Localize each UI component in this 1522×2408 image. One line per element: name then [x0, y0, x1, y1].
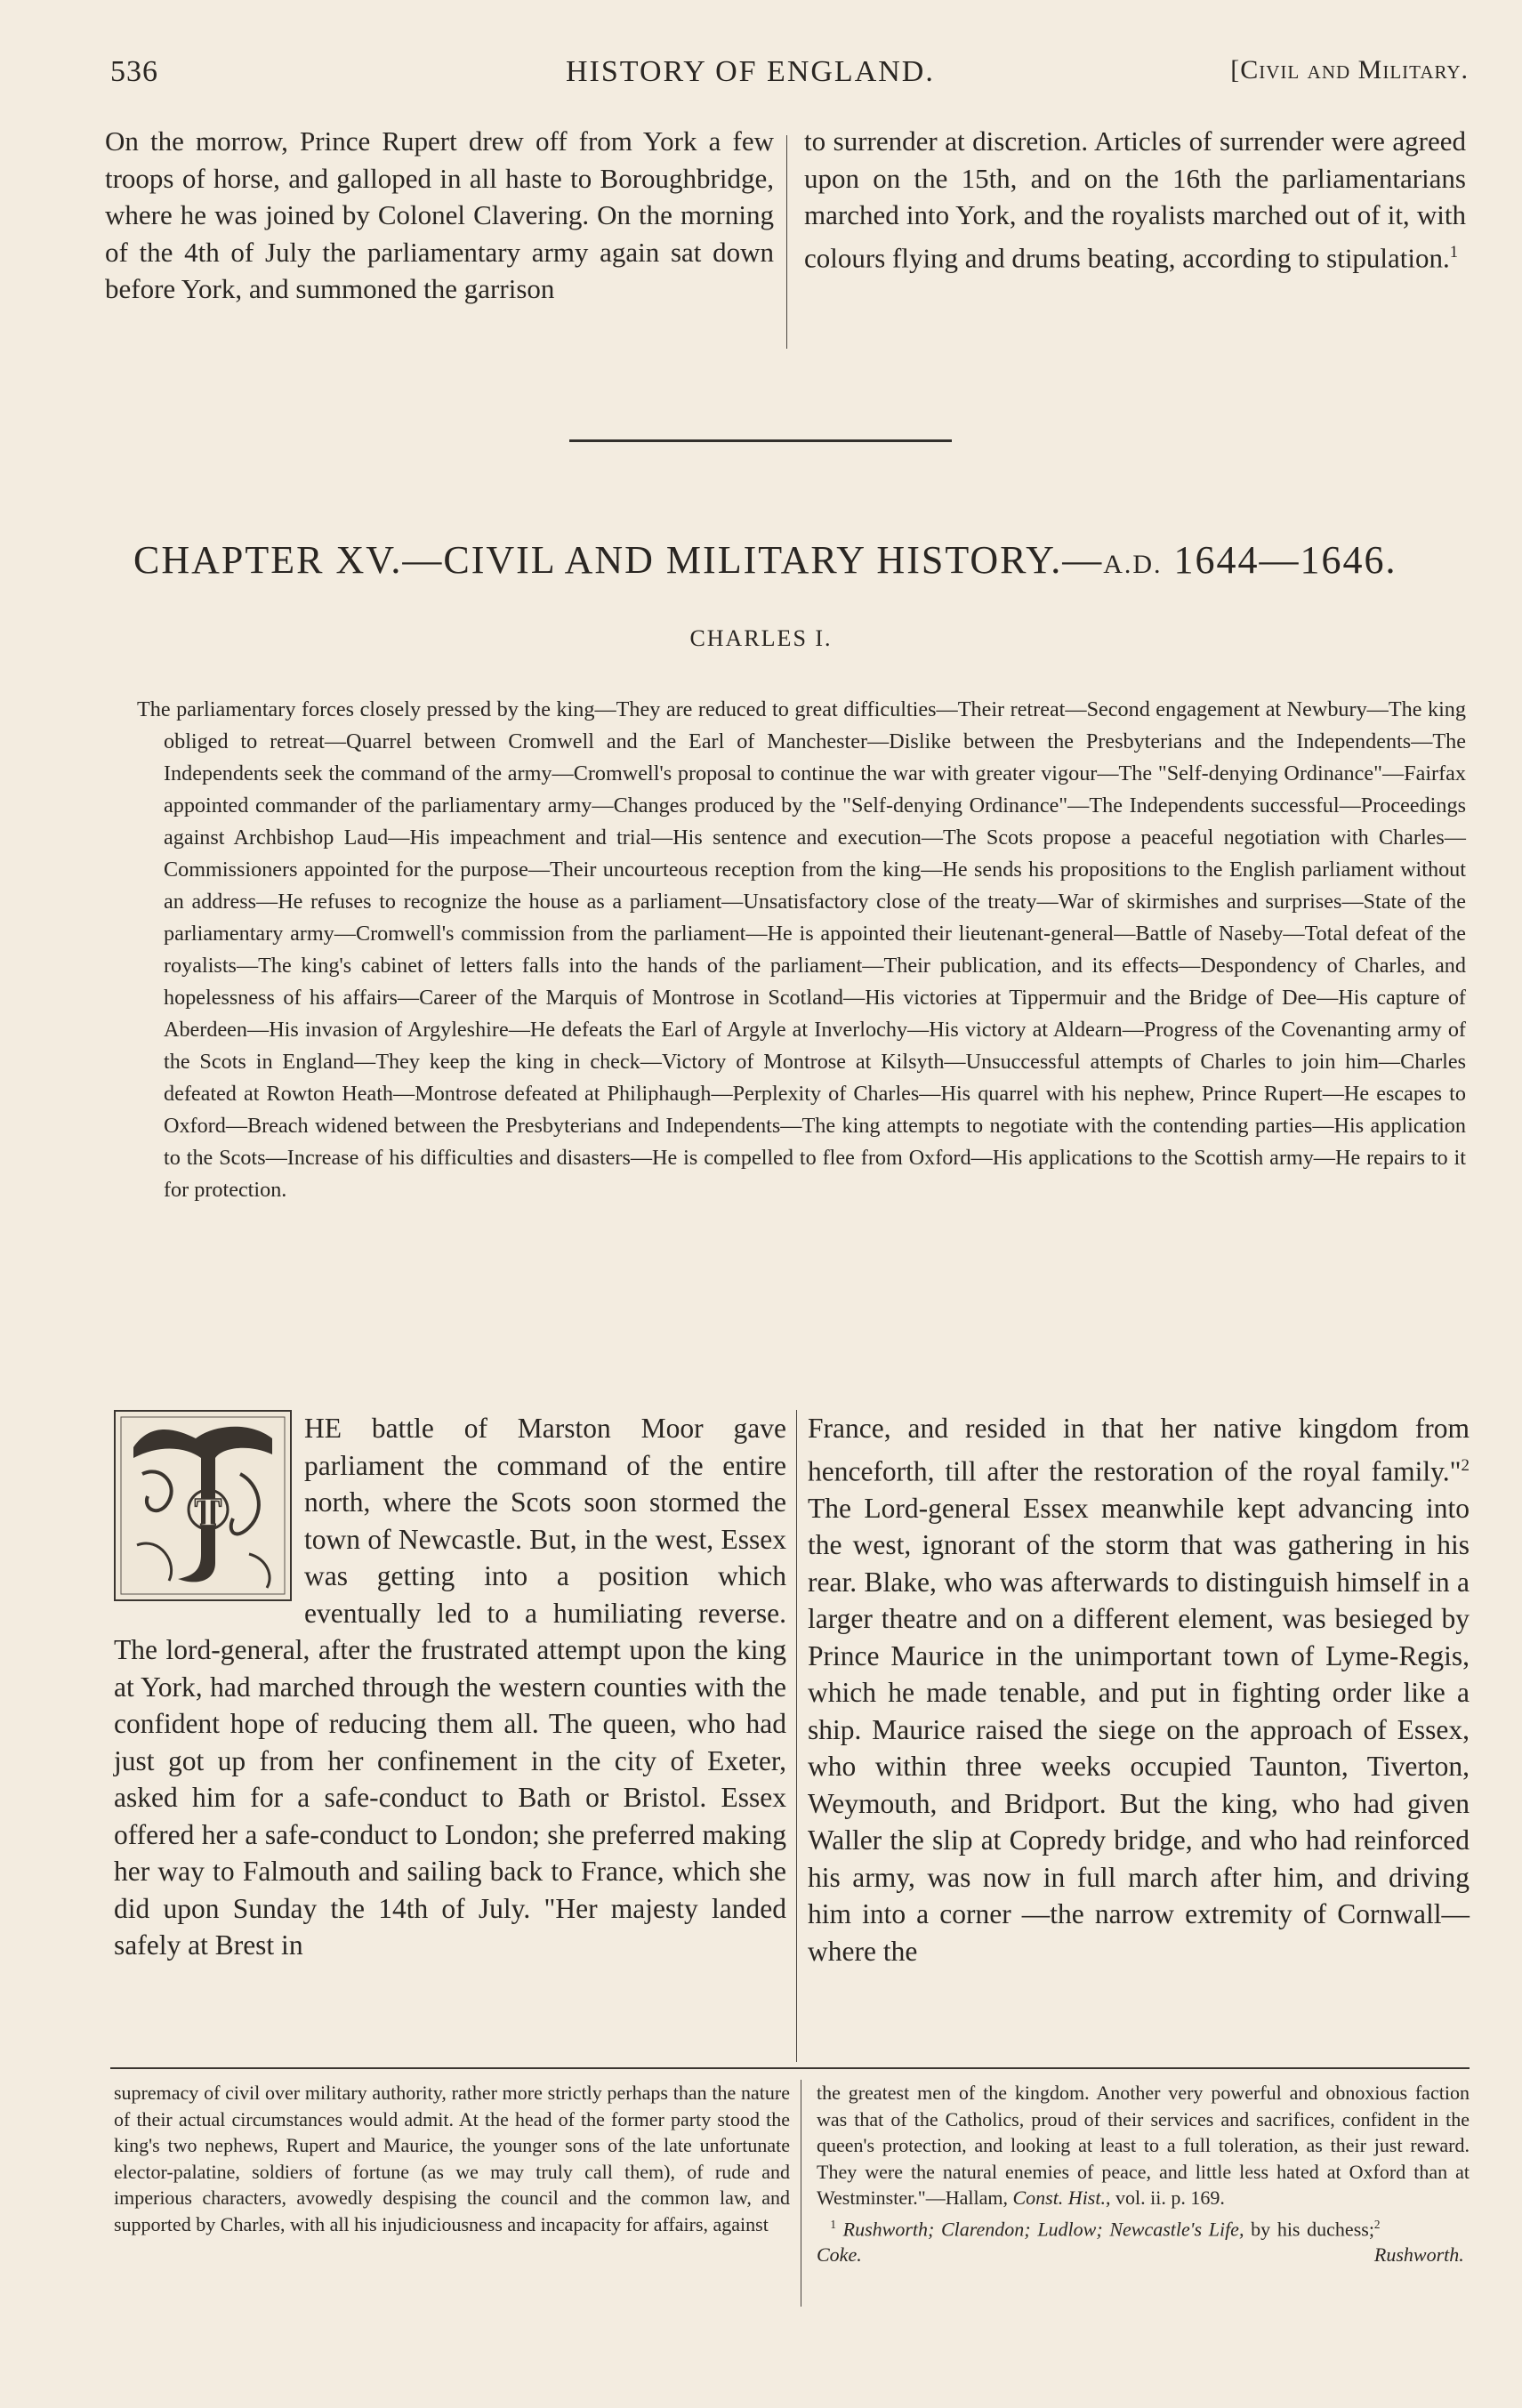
footnote-1	[817, 2211, 1374, 2268]
body-right-text-2: The Lord-general Essex meanwhile kept advancing into the west, ignorant of the storm that was gathering in his rear. Blake, who was afterwards to distinguish himself in a larger theatre and on a different element, was besieged by Prince Maurice in the unimportant town of Lyme-Regis, which he made tenable, and put in fighting order like a ship. Maurice raised the siege on the approach of Essex, who within three weeks occupied Taunton, Tiverton, Weymouth, and Bridport. But the king, who had given Waller the slip at Copredy bridge, and who had reinforced his army, was now in full march after him, and driving him into a corner —the narrow extremity of Cornwall—where the	[808, 1492, 1470, 1967]
body-left-column	[114, 1410, 786, 1964]
top-continuation	[105, 123, 1466, 345]
top-right-column	[804, 123, 1466, 276]
page-number: 536	[110, 55, 158, 88]
chapter-title-years: 1644—1646.	[1162, 538, 1397, 582]
footnote-ref[interactable]: 1	[1449, 242, 1459, 262]
footnote-1-text: Rushworth; Clarendon; Ludlow; Newcastle's Life,	[842, 2217, 1244, 2240]
running-head	[110, 55, 1469, 94]
footnote-citations	[817, 2211, 1470, 2268]
body-left-text: HE battle of Marston Moor gave parliament the command of the entire north, where the Scots soon stormed the town of Newcastle. But, in the west, Essex was getting into a position which eventually led to a humiliating reverse. The lord-general, after the frustrated attempt upon the king at York, had marched through the western counties with the confident hope of reducing them all. The queen, who had just got up from her confinement in the city of Exeter, asked him for a safe-conduct to Bath or Bristol. Essex offered her a safe-conduct to London; she preferred making her way to Falmouth and sailing back to France, which she did upon Sunday the 14th of July. "Her majesty landed safely at Brest in	[114, 1413, 786, 1961]
section-title: [Civil and Military.	[1230, 55, 1469, 85]
chapter-reign: CHARLES I.	[689, 625, 833, 651]
top-right-text: to surrender at discretion. Articles of surrender were agreed upon on the 15th, and on the 16th the parliamentarians marched into York, and the royalists marched out of it, with colours flying and drums beating, according to stipulation.	[804, 125, 1466, 273]
main-body	[114, 1410, 1470, 2059]
footnote-cite-work: Const. Hist.	[1012, 2187, 1106, 2209]
footnote-left-column: supremacy of civil over military authority, rather more strictly perhaps than the nature of their actual circumstances would admit. At the head of the former party stood the king's two nephews, Rupert and Maurice, the younger sons of the late unfortunate elector-palatine, soldiers of fortune (as we may truly call them), of rude and imperious characters, avowedly despising the council and the common law, and supported by Charles, with all his injudiciousness and incapacity for affairs, against	[114, 2082, 790, 2235]
footnote-1-by: by his duchess;	[1244, 2217, 1374, 2240]
top-left-column: On the morrow, Prince Rupert drew off from York a few troops of horse, and galloped in all haste to Boroughbridge, where he was joined by Colonel Clavering. On the morning of the 4th of July the parliamentary army again sat down before York, and summoned the garrison	[105, 125, 774, 304]
footnote-cite-loc: , vol. ii. p. 169.	[1105, 2187, 1225, 2209]
footnotes	[114, 2080, 1470, 2311]
chapter-title-main: CHAPTER XV.—CIVIL AND MILITARY HISTORY.—	[133, 538, 1104, 582]
footnote-ref[interactable]: 2	[1461, 1455, 1470, 1475]
book-title: HISTORY OF ENGLAND.	[566, 55, 935, 88]
chapter-title-era: A.D.	[1103, 550, 1163, 579]
footnote-2	[1374, 2211, 1470, 2268]
footnote-2-mark: 2	[1373, 2217, 1381, 2231]
chapter-rule	[569, 439, 952, 442]
footnote-2-text: Rushworth.	[1373, 2243, 1464, 2267]
ornament-dropcap-icon	[116, 1412, 290, 1599]
dropcap	[114, 1410, 292, 1601]
chapter-synopsis: The parliamentary forces closely pressed by the king—They are reduced to great difficulties—Their retreat—Second engagement at Newbury—The king obliged to retreat—Quarrel between Cromwell and the Earl of Manchester—Dislike between the Presbyterians and the Independents—The Independents seek the command of the army—Cromwell's proposal to continue the war with greater vigour—The "Self-denying Ordinance"—Fairfax appointed commander of the parliamentary army—Changes produced by the "Self-denying Ordinance"—The Independents successful—Proceedings against Archbishop Laud—His impeachment and trial—His sentence and execution—The Scots propose a peaceful negotiation with Charles—Commissioners appointed for the purpose—Their uncourteous reception from the king—He sends his propositions to the English parliament without an address—He refuses to recognize the house as a parliament—Unsatisfactory close of the treaty—War of skirmishes and surprises—State of the parliamentary army—Cromwell's commission from the parliament—He is appointed their lieutenant-general—Battle of Naseby—Total defeat of the royalists—The king's cabinet of letters falls into the hands of the parliament—Their publication, and its effects—Despondency of Charles, and hopelessness of his affairs—Career of the Marquis of Montrose in Scotland—His victories at Tippermuir and the Bridge of Dee—His capture of Aberdeen—His invasion of Argyleshire—He defeats the Earl of Argyle at Inverlochy—His victory at Aldearn—Progress of the Covenanting army of the Scots in England—They keep the king in check—Victory of Montrose at Kilsyth—Unsuccessful attempts of Charles to join him—Charles defeated at Rowton Heath—Montrose defeated at Philiphaugh—Perplexity of Charles—His quarrel with his nephew, Prince Rupert—He escapes to Oxford—Breach widened between the Presbyterians and Independents—The king attempts to negotiate with the contending parties—His application to the Scots—Increase of his difficulties and disasters—He is compelled to flee from Oxford—His applications to the Scottish army—He repairs to it for protection.	[137, 697, 1466, 1202]
footnote-1-coke: Coke.	[817, 2243, 862, 2267]
dropcap-letter: T	[194, 1489, 222, 1534]
footnote-rule	[110, 2067, 1470, 2069]
column-divider	[786, 135, 787, 349]
footnote-right-column	[817, 2080, 1470, 2268]
column-divider	[796, 1410, 797, 2062]
body-right-text-1: France, and resided in that her native kingdom from henceforth, till after the restoration of the royal family."	[808, 1413, 1470, 1486]
footnote-right-text: the greatest men of the kingdom. Another very powerful and obnoxious faction was that of the Catholics, proud of their services and sacrifices, confident in the queen's protection, and looking at least to a full toleration, as their just reward. They were the natural enemies of peace, and little less hated at Oxford than at Westminster."—Hallam,	[817, 2082, 1470, 2209]
body-right-column	[808, 1410, 1470, 1969]
footnote-1-mark: 1	[830, 2217, 836, 2231]
chapter-title	[133, 537, 1450, 583]
